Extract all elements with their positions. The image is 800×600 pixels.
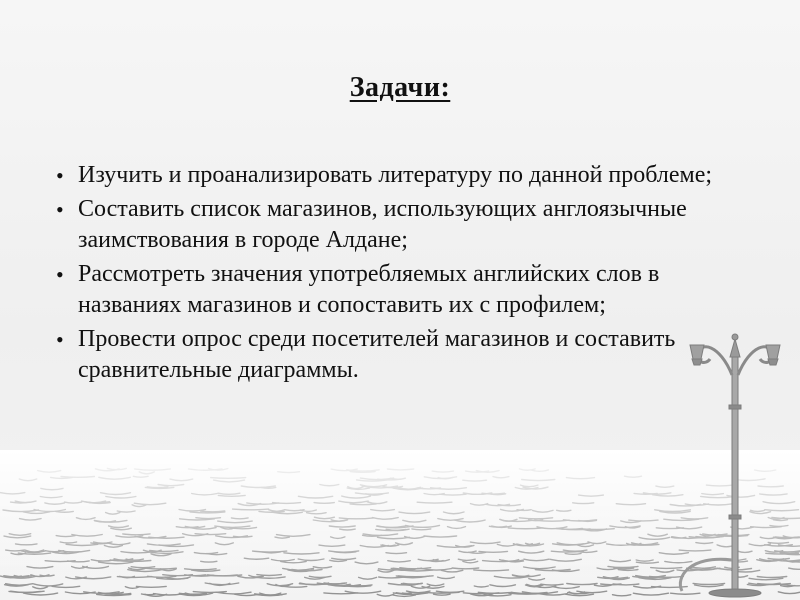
bullet-icon: • xyxy=(56,262,64,287)
task-item xyxy=(52,259,742,321)
task-text: Изучить и проанализировать литературу по данной проблеме; xyxy=(78,162,713,188)
slide-title: Задачи: xyxy=(349,72,451,103)
task-text: Рассмотреть значения употребляемых английских слов в названиях магазинов и сопоставить их с профилем; xyxy=(78,261,660,318)
task-text: Составить список магазинов, использующих англоязычные заимствования в городе Алдане; xyxy=(78,196,687,253)
bullet-icon: • xyxy=(56,197,64,222)
task-item xyxy=(52,160,742,191)
task-item xyxy=(52,324,742,386)
task-text: Провести опрос среди посетителей магазинов и составить сравнительные диаграммы. xyxy=(78,326,676,383)
task-list xyxy=(52,160,742,389)
bullet-icon: • xyxy=(56,327,64,352)
task-item xyxy=(52,194,742,256)
bullet-icon: • xyxy=(56,163,64,188)
